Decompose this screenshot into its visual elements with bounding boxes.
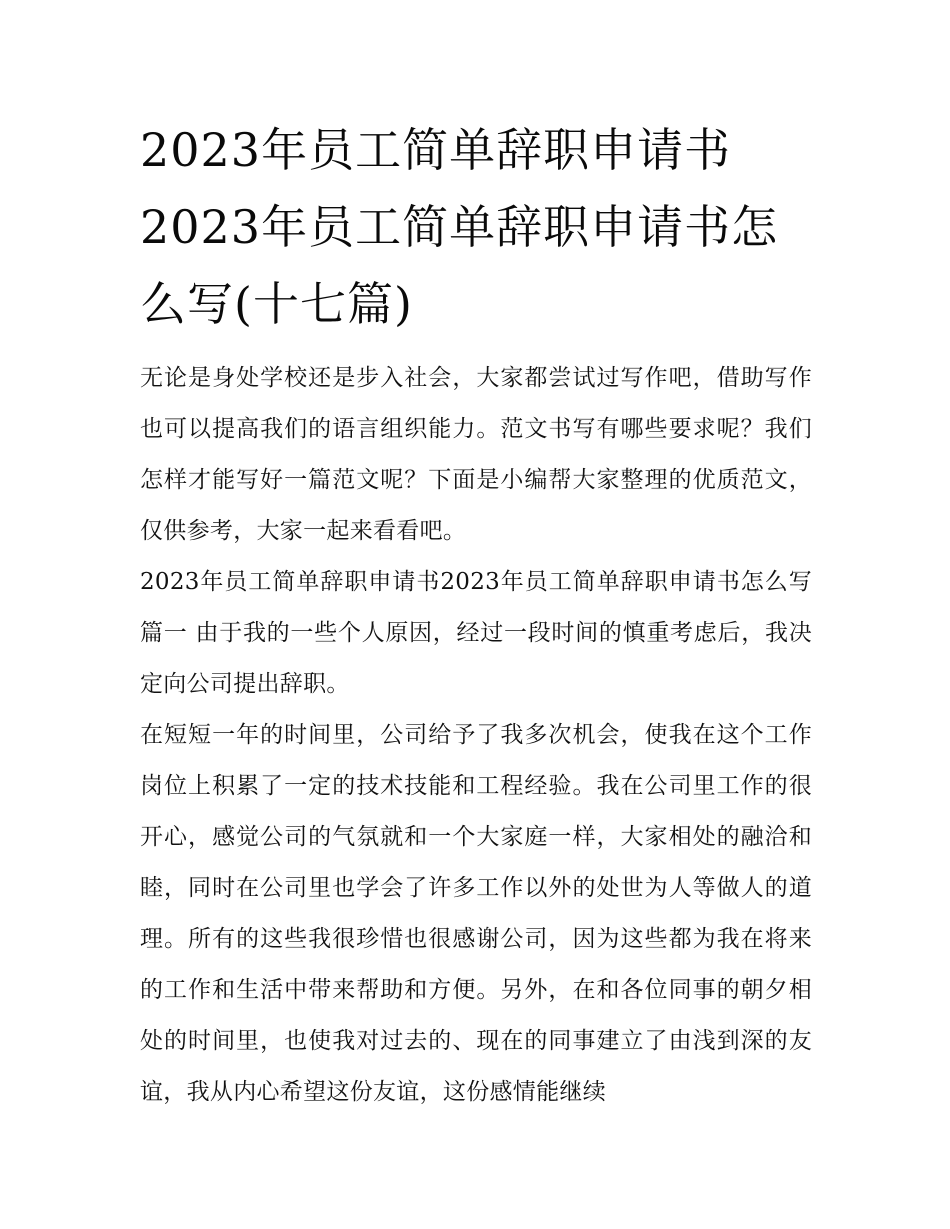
paragraph-resignation-opening: 2023年员工简单辞职申请书2023年员工简单辞职申请书怎么写篇一 由于我的一些个人原因，经过一段时间的慎重考虑后，我决定向公司提出辞职。	[140, 569, 812, 697]
document-body	[140, 112, 812, 1118]
document-title: 2023年员工简单辞职申请书2023年员工简单辞职申请书怎么写(十七篇)	[140, 123, 779, 331]
paragraph-gratitude: 在短短一年的时间里，公司给予了我多次机会，使我在这个工作岗位上积累了一定的技术技能和工程经验。我在公司里工作的很开心，感觉公司的气氛就和一个大家庭一样，大家相处的融洽和睦，同时在公司里也学会了许多工作以外的处世为人等做人的道理。所有的这些我很珍惜也很感谢公司，因为这些都为我在将来的工作和生活中带来帮助和方便。另外，在和各位同事的朝夕相处的时间里，也使我对过去的、现在的同事建立了由浅到深的友谊，我从内心希望这份友谊，这份感情能继续	[140, 722, 812, 1105]
paragraph-intro: 无论是身处学校还是步入社会，大家都尝试过写作吧，借助写作也可以提高我们的语言组织能力。范文书写有哪些要求呢？我们怎样才能写好一篇范文呢？下面是小编帮大家整理的优质范文，仅供参考，大家一起来看看吧。	[140, 365, 812, 544]
